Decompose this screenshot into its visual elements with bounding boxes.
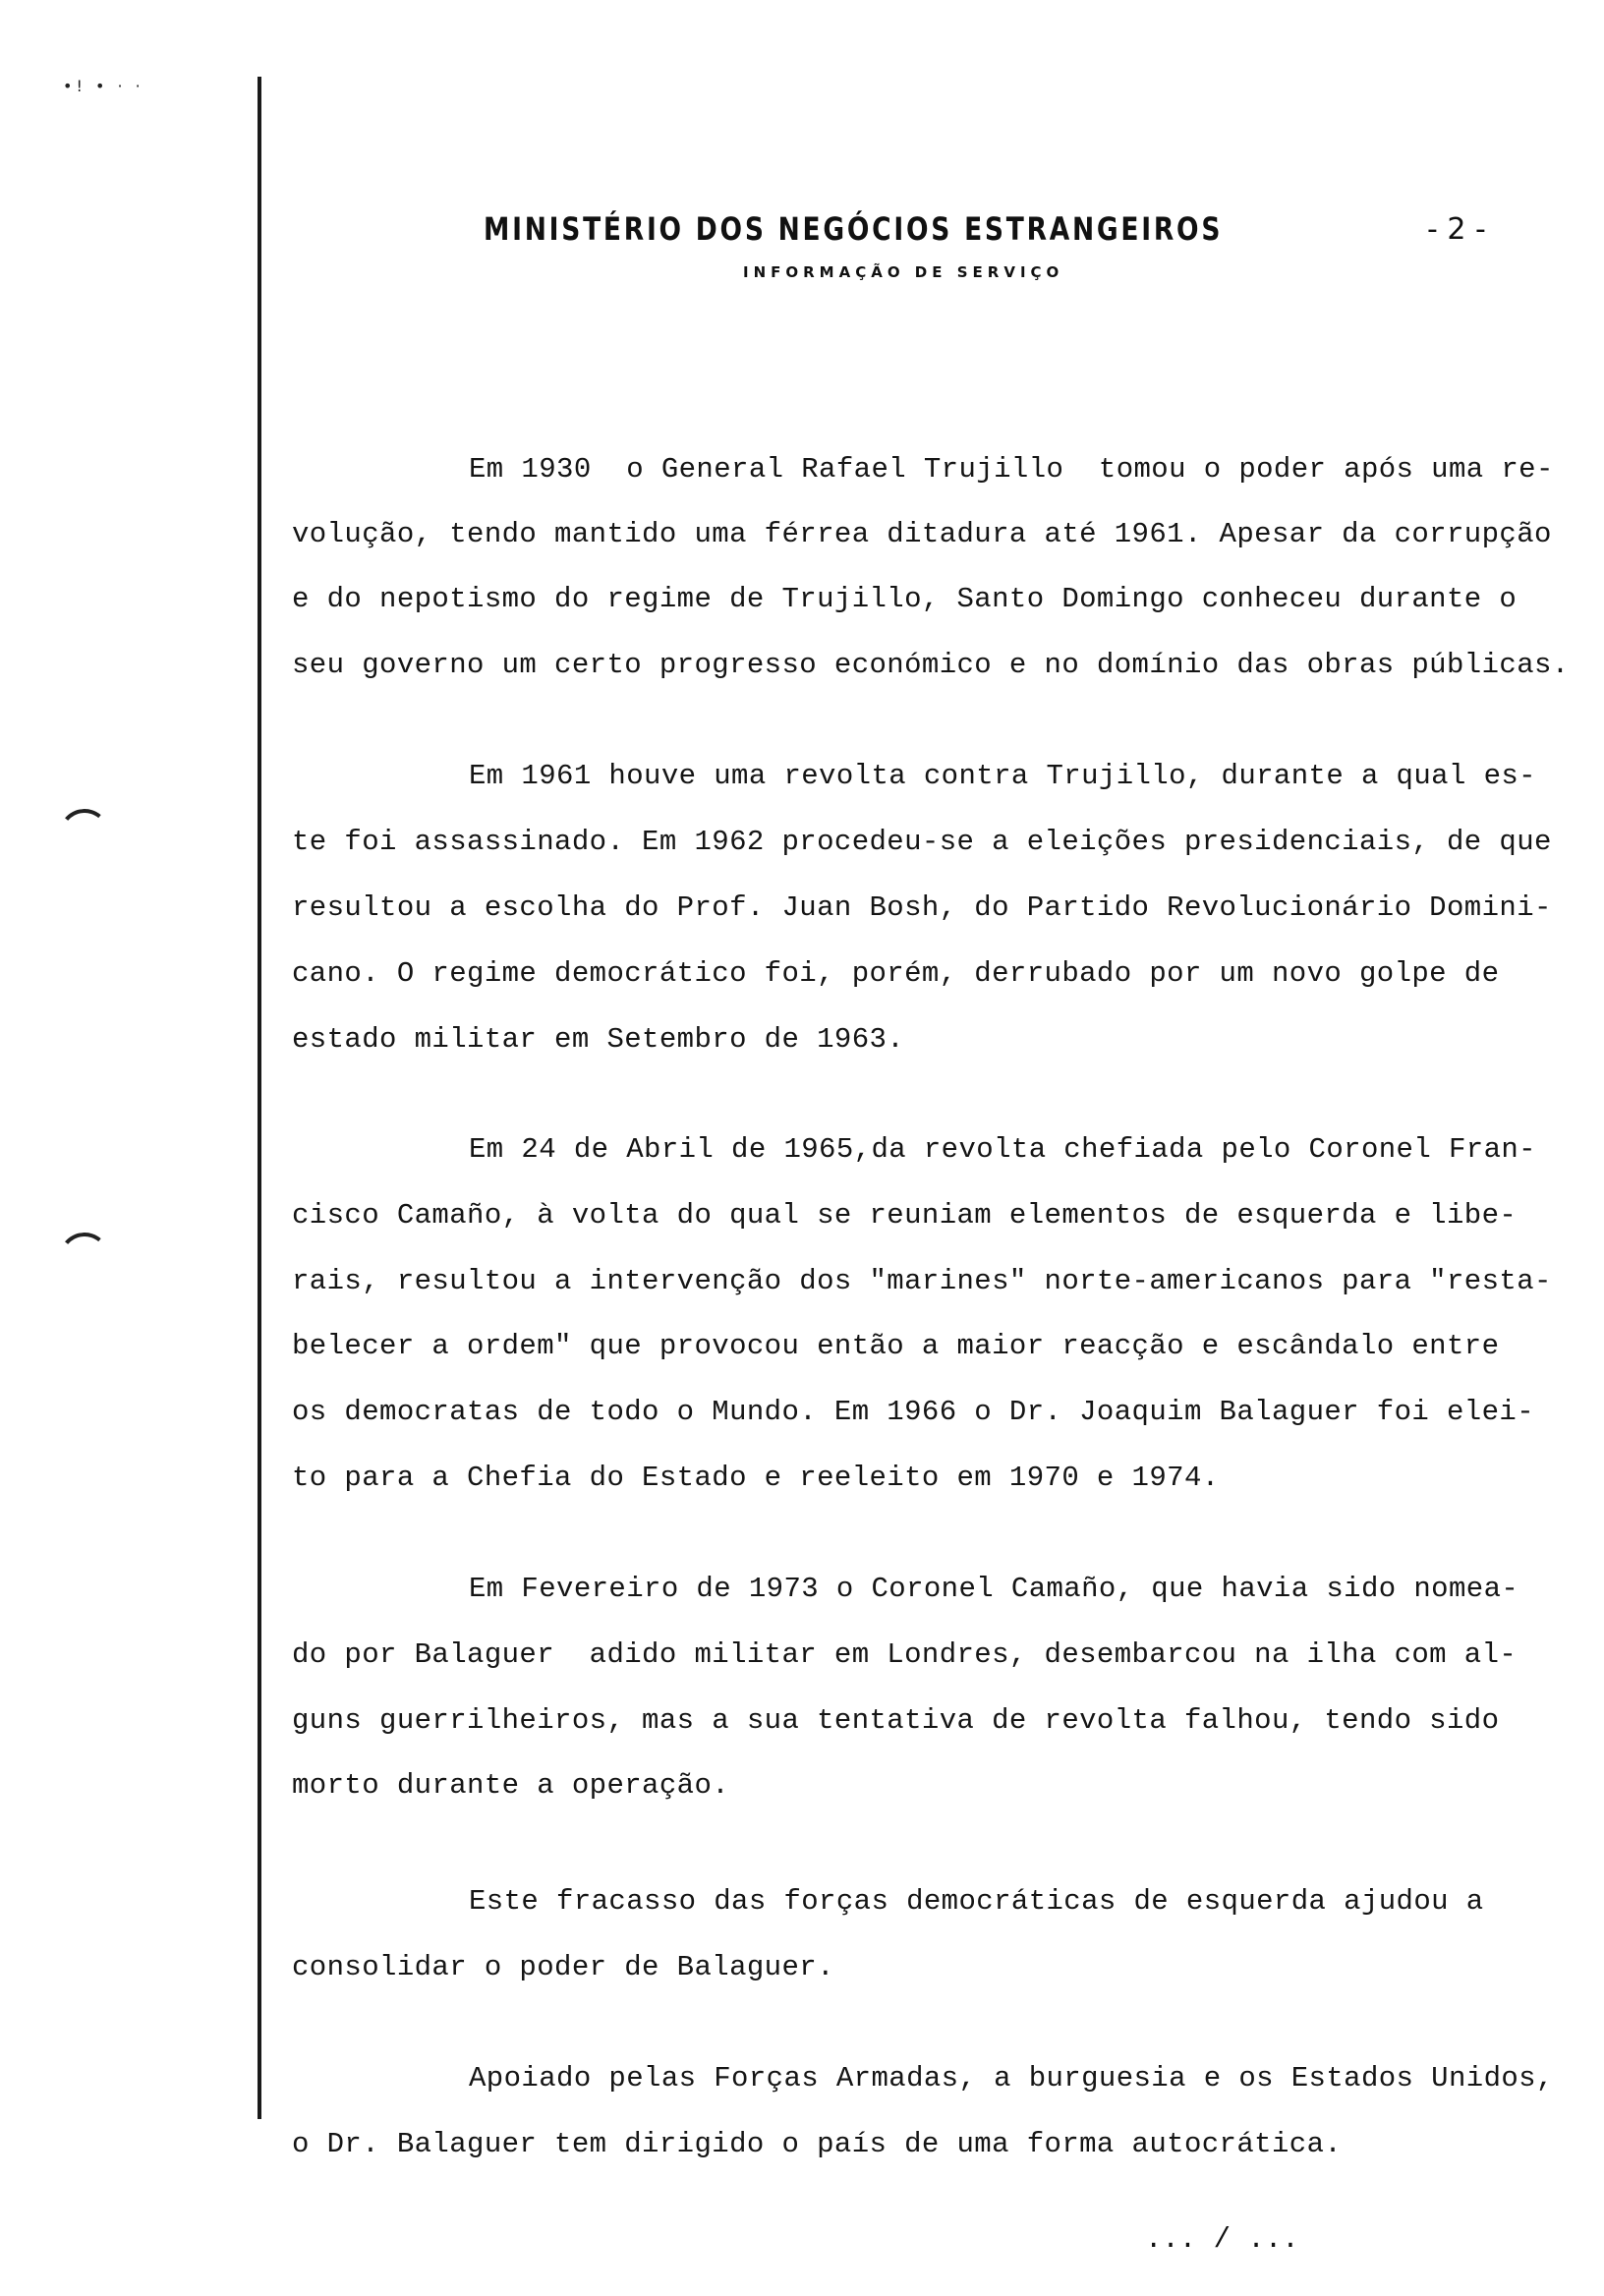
text-line: Em 1930 o General Rafael Trujillo tomou o poder após uma re- [469,453,1554,486]
text-line: rais, resultou a intervenção dos "marines" norte-americanos para "resta- [292,1265,1552,1297]
text-line: consolidar o poder de Balaguer. [292,1951,834,1983]
scan-artifact-mark: •! • · · [63,77,144,95]
punch-hole-mark-icon [57,1231,112,1286]
text-line: to para a Chefia do Estado e reeleito em 1970 e 1974. [292,1462,1220,1494]
text-line: e do nepotismo do regime de Trujillo, Santo Domingo conheceu durante o [292,583,1518,615]
text-line: resultou a escolha do Prof. Juan Bosh, do Partido Revolucionário Domini- [292,891,1552,924]
text-line: Em 24 de Abril de 1965,da revolta chefiada pelo Coronel Fran- [469,1133,1536,1166]
text-line: o Dr. Balaguer tem dirigido o país de uma forma autocrática. [292,2128,1343,2160]
text-line: cano. O regime democrático foi, porém, derrubado por um novo golpe de [292,957,1500,990]
text-line: volução, tendo mantido uma férrea ditadura até 1961. Apesar da corrupção [292,518,1552,550]
margin-rule [258,77,261,2119]
text-line: cisco Camaño, à volta do qual se reuniam elementos de esquerda e libe- [292,1199,1518,1232]
ministry-title: MINISTÉRIO DOS NEGÓCIOS ESTRANGEIROS [484,210,1224,248]
text-line: do por Balaguer adido militar em Londres, desembarcou na ilha com al- [292,1638,1518,1671]
text-line: te foi assassinado. Em 1962 procedeu-se a eleições presidenciais, de que [292,826,1552,858]
text-line: Em 1961 houve uma revolta contra Trujillo, durante a qual es- [469,760,1536,792]
text-line: Em Fevereiro de 1973 o Coronel Camaño, que havia sido nomea- [469,1573,1519,1605]
continuation-marker: ... / ... [1145,2223,1299,2256]
text-line: Este fracasso das forças democráticas de esquerda ajudou a [469,1885,1484,1918]
text-line: guns guerrilheiros, mas a sua tentativa de revolta falhou, tendo sido [292,1704,1500,1737]
text-line: belecer a ordem" que provocou então a maior reacção e escândalo entre [292,1330,1500,1362]
text-line: Apoiado pelas Forças Armadas, a burguesia e os Estados Unidos, [469,2062,1554,2095]
text-line: seu governo um certo progresso económico e no domínio das obras públicas. [292,649,1570,681]
text-line: morto durante a operação. [292,1769,730,1802]
text-line: os democratas de todo o Mundo. Em 1966 o Dr. Joaquim Balaguer foi elei- [292,1396,1535,1428]
page-number: - 2 - [1427,212,1486,247]
punch-hole-mark-icon [57,807,112,862]
document-subtitle: INFORMAÇÃO DE SERVIÇO [743,263,1064,281]
text-line: estado militar em Setembro de 1963. [292,1023,905,1056]
